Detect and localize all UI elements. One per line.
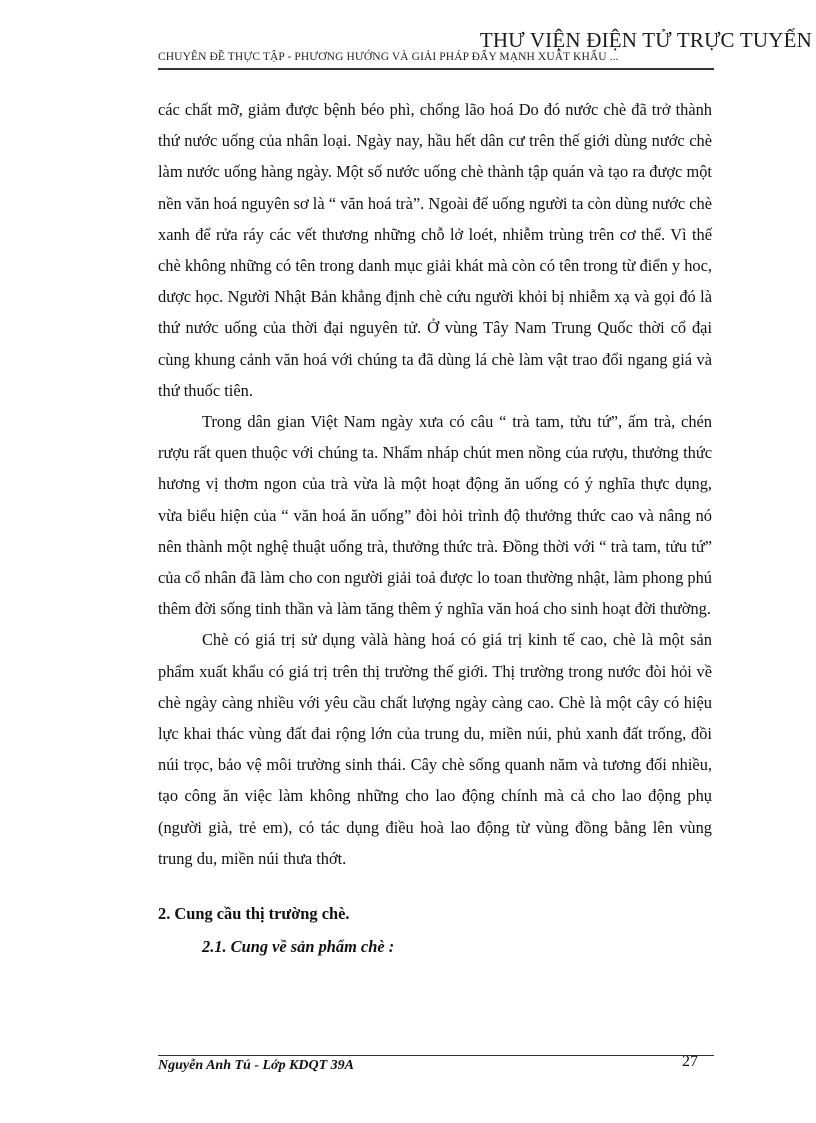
subsection-heading: 2.1. Cung về sản phẩm chè : [202, 937, 395, 956]
footer-rule [158, 1055, 714, 1056]
paragraph-2: Trong dân gian Việt Nam ngày xưa có câu “ trà tam, tửu tứ”, ấm trà, chén rượu rất quen thuộc với chúng ta. Nhấm nháp chút men nồng của rượu, thưởng thức hương vị thơm ngon của trà vừa là một hoạt động ăn uống có ý nghĩa thực dụng, vừa biểu hiện của “ văn hoá ăn uống” đòi hỏi trình độ thưởng thức cao và nâng nó nên thành một nghệ thuật uống trà, thưởng thức trà. Đồng thời với “ trà tam, tửu tứ” của cổ nhân đã làm cho con người giải toả được lo toan thường nhật, làm phong phú thêm đời sống tinh thần và làm tăng thêm ý nghĩa văn hoá cho sinh hoạt đời thường. [158, 412, 712, 619]
body-text [158, 94, 712, 874]
library-watermark: THƯ VIỆN ĐIỆN TỬ TRỰC TUYẾN [479, 28, 812, 52]
header-rule [158, 68, 714, 70]
footer-author: Nguyễn Anh Tú - Lớp KDQT 39A [158, 1058, 355, 1073]
running-header: CHUYÊN ĐỀ THỰC TẬP - PHƯƠNG HƯỚNG VÀ GIẢI PHÁP ĐẨY MẠNH XUẤT KHẨU ... [158, 51, 619, 63]
page-number: 27 [682, 1053, 698, 1070]
paragraph-3: Chè có giá trị sử dụng vàlà hàng hoá có giá trị kinh tế cao, chè là một sản phẩm xuất khẩu có giá trị trên thị trường thế giới. Thị trường trong nước đòi hỏi về chè ngày càng nhiều với yêu cầu chất lượng ngày càng cao. Chè là một cây có hiệu lực khai thác vùng đất đai rộng lớn của trung du, miền núi, phủ xanh đất trống, đồi núi trọc, bảo vệ môi trường sinh thái. Cây chè sống quanh năm và tương đối nhiều, tạo công ăn việc làm không những cho lao động chính mà cả cho lao động phụ (người già, trẻ em), có tác dụng điều hoà lao động từ vùng đồng bằng lên vùng trung du, miền núi thưa thớt. [158, 630, 712, 868]
section-heading: 2. Cung cầu thị trường chè. [158, 904, 350, 923]
paragraph-1: các chất mỡ, giảm được bệnh béo phì, chống lão hoá Do đó nước chè đã trở thành thứ nước uống của nhân loại. Ngày nay, hầu hết dân cư trên thế giới dùng nước chè làm nước uống hàng ngày. Một số nước uống chè thành tập quán và tạo ra được một nền văn hoá nguyên sơ là “ văn hoá trà”. Ngoài để uống người ta còn dùng nước chè xanh để rửa ráy các vết thương những chỗ lở loét, nhiễm trùng trên cơ thể. Vì thế chè không những có tên trong danh mục giải khát mà còn có tên trong từ điển y hoc, dược học. Người Nhật Bản khẳng định chè cứu người khỏi bị nhiễm xạ và gọi đó là thứ nước uống của thời đại nguyên tử. Ở vùng Tây Nam Trung Quốc thời cổ đại cùng khung cảnh văn hoá với chúng ta đã dùng lá chè làm vật trao đổi ngang giá và thứ thuốc tiên. [158, 100, 712, 400]
